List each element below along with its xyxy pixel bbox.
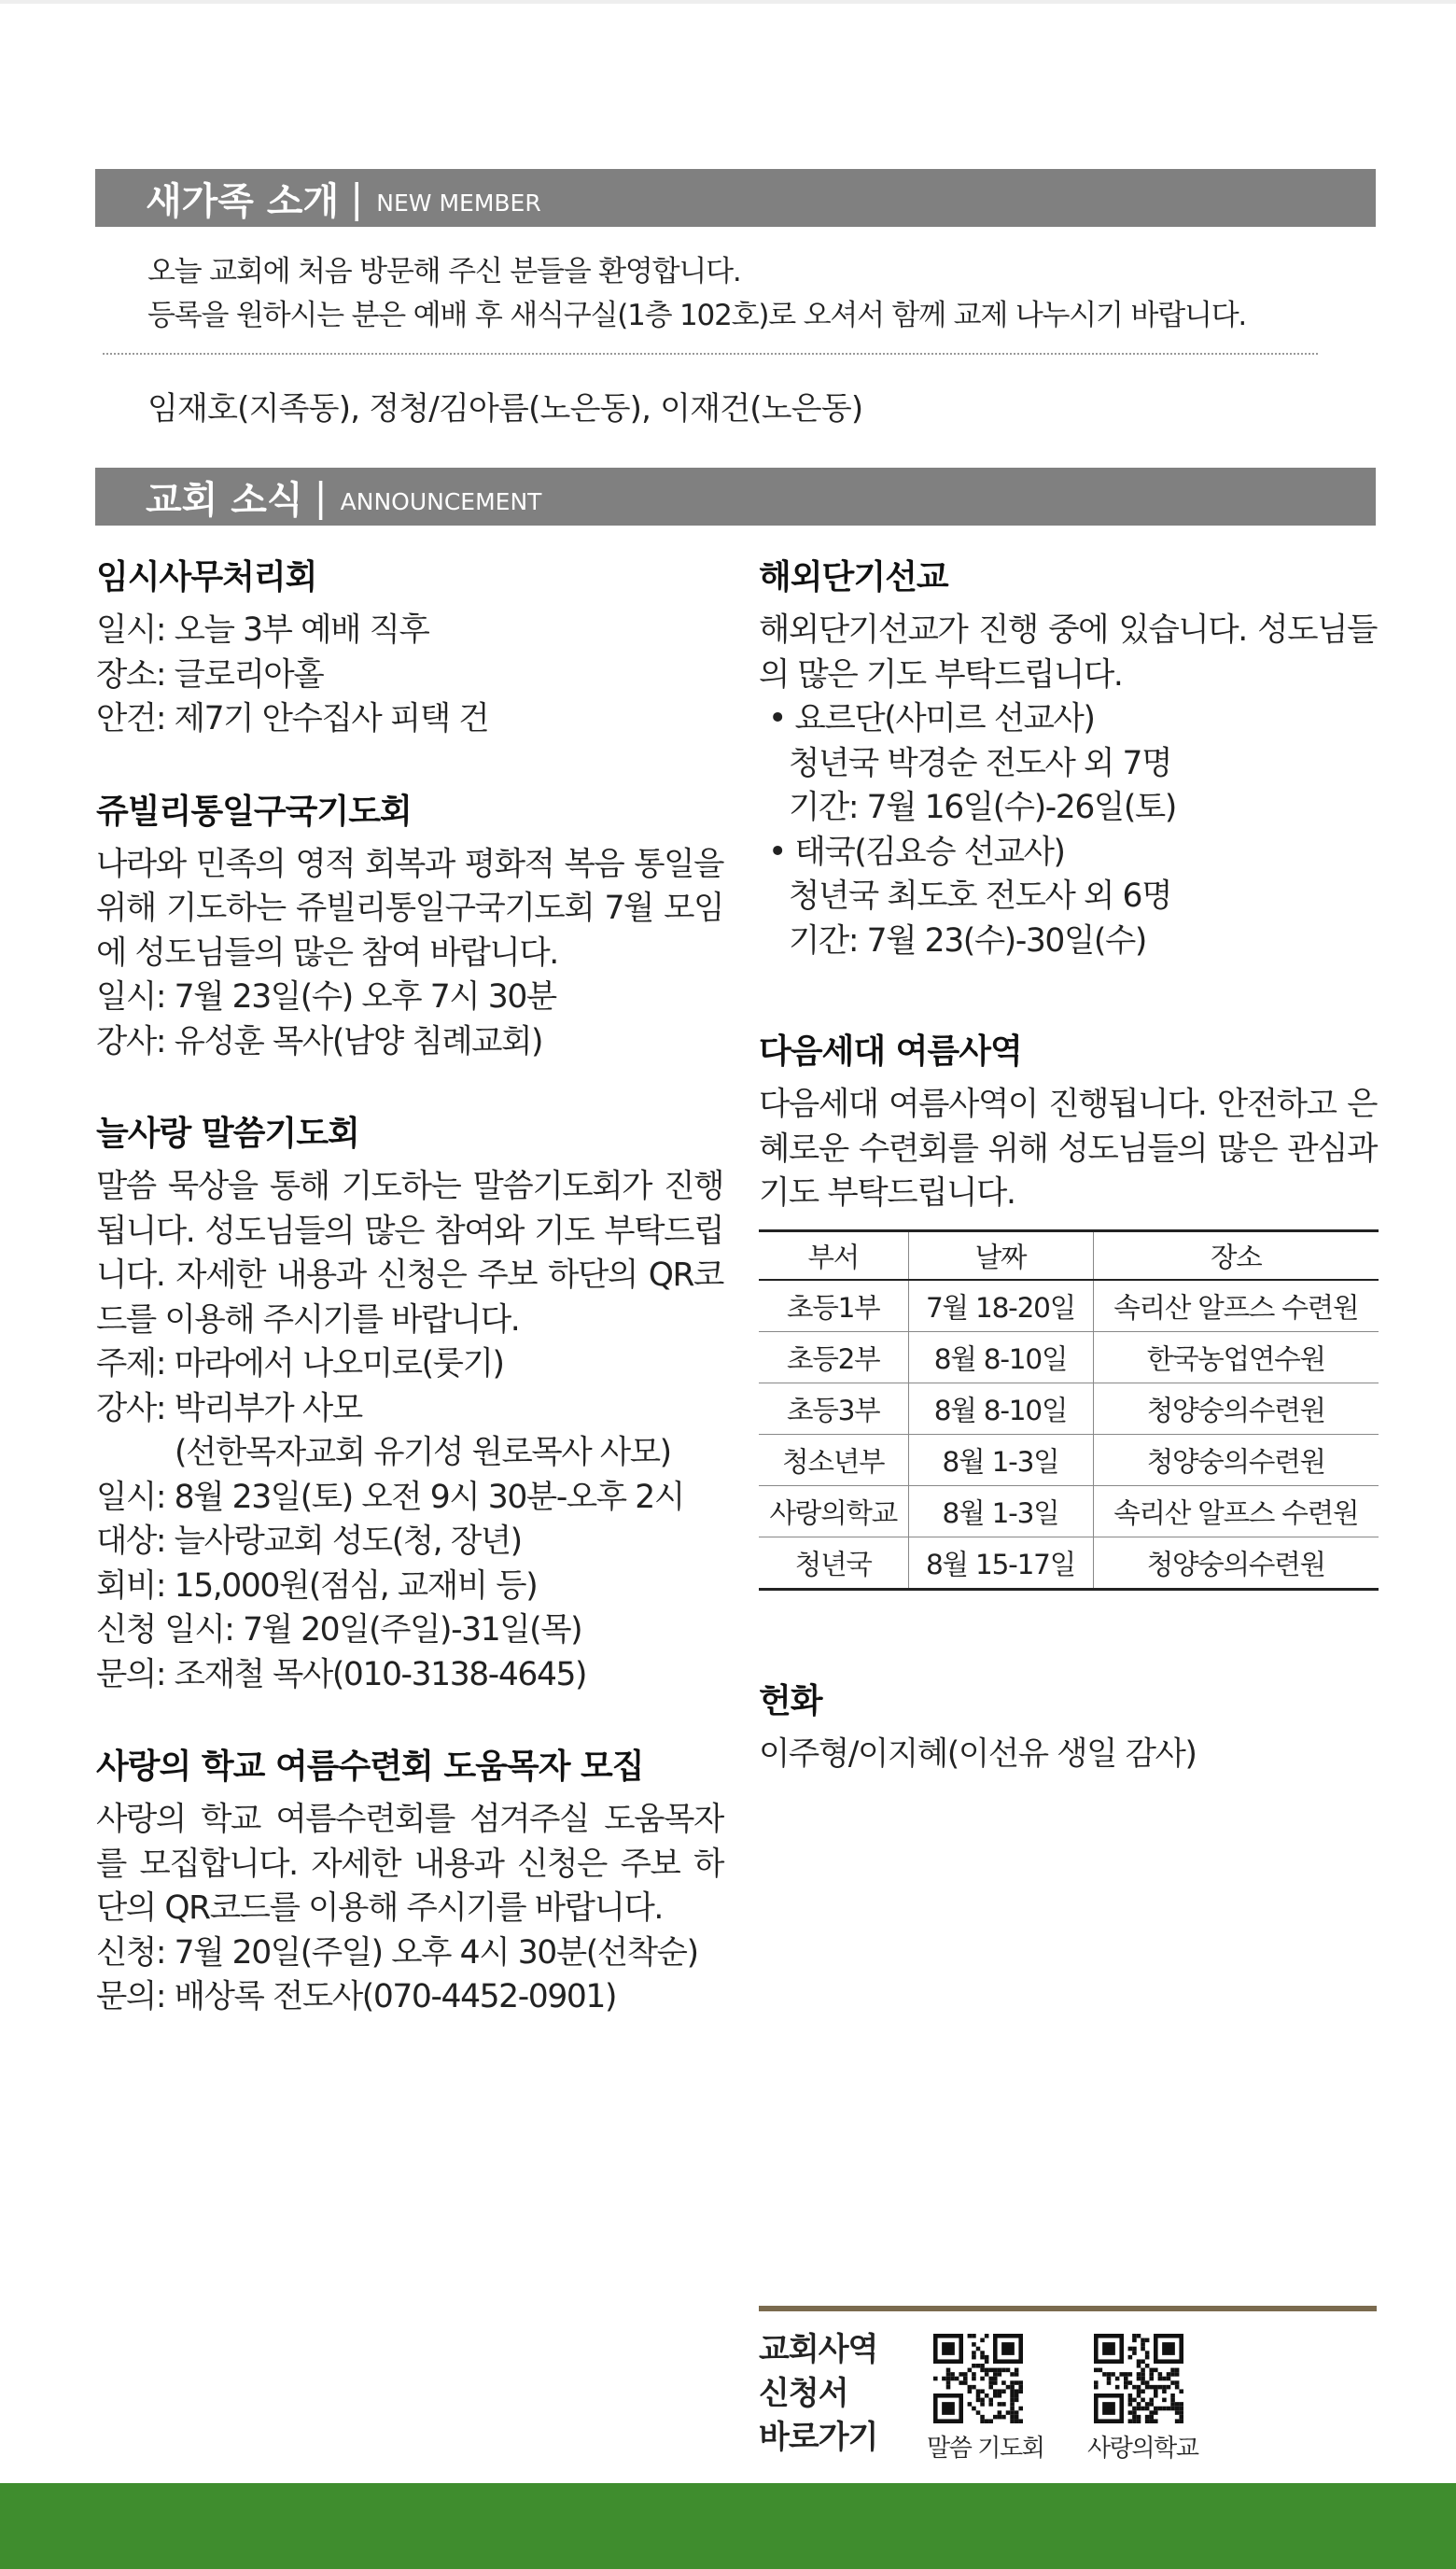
word-prayer-line: 일시: 8월 23일(토) 오전 9시 30분-오후 2시	[96, 1478, 684, 1516]
table-cell: 초등3부	[759, 1383, 908, 1434]
table-cell: 청소년부	[759, 1434, 908, 1485]
title-separator: |	[350, 175, 364, 221]
overseas-desc: 해외단기선교가 진행 중에 있습니다. 성도님들의 많은 기도 부탁드립니다.	[759, 611, 1377, 694]
jubilee-desc: 나라와 민족의 영적 회복과 평화적 복음 통일을 위해 기도하는 쥬빌리통일구국기도회 7월 모임에 성도님들의 많은 참여 바랍니다.	[96, 845, 723, 972]
word-prayer-block	[96, 1113, 723, 1697]
dotted-divider	[103, 353, 1318, 355]
new-member-names: 임재호(지족동), 정청/김아름(노은동), 이재건(노은동)	[147, 390, 863, 428]
qr-label: 사랑의학교	[1087, 2435, 1198, 2463]
jubilee-title: 쥬빌리통일구국기도회	[96, 792, 412, 831]
qr-caption-line: 신청서	[759, 2375, 848, 2412]
table-cell: 청년국	[759, 1537, 908, 1589]
overseas-title: 해외단기선교	[759, 558, 948, 597]
announcement-title-en: ANNOUNCEMENT	[340, 487, 542, 515]
offering-text: 이주형/이지혜(이선유 생일 감사)	[759, 1734, 1197, 1773]
summer-desc: 다음세대 여름사역이 진행됩니다. 안전하고 은혜로운 수련회를 위해 성도님들의 많은 관심과 기도 부탁드립니다.	[759, 1086, 1377, 1212]
word-prayer-title: 늘사랑 말씀기도회	[96, 1115, 359, 1153]
summer-block	[759, 1031, 1377, 1591]
table-cell: 7월 18-20일	[908, 1280, 1093, 1332]
new-member-header	[95, 169, 1376, 227]
table-cell: 속리산 알프스 수련원	[1093, 1280, 1379, 1332]
table-cell: 8월 15-17일	[908, 1537, 1093, 1589]
table-cell: 청양숭의수련원	[1093, 1434, 1379, 1485]
intro-line: 등록을 원하시는 분은 예배 후 새식구실(1층 102호)로 오셔서 함께 교제 나누시기 바랍니다.	[147, 299, 1247, 332]
new-member-intro	[147, 250, 1361, 338]
right-column	[759, 556, 1377, 1825]
jubilee-block	[96, 791, 723, 1065]
announcement-title: 교회 소식	[146, 478, 303, 522]
announcement-header	[95, 468, 1376, 526]
table-row	[759, 1537, 1379, 1589]
summer-title: 다음세대 여름사역	[759, 1032, 1022, 1071]
table-row	[759, 1434, 1379, 1485]
word-prayer-desc: 말씀 묵상을 통해 기도하는 말씀기도회가 진행됩니다. 성도님들의 많은 참여와 기도 부탁드립니다. 자세한 내용과 신청은 주보 하단의 QR코드를 이용해 주시기를 바랍니다.	[96, 1168, 723, 1339]
qr-caption-line: 교회사역	[759, 2331, 878, 2368]
table-cell: 사랑의학교	[759, 1485, 908, 1537]
qr-panel	[759, 2306, 1377, 2474]
word-prayer-line: 문의: 조재철 목사(010-3138-4645)	[96, 1655, 587, 1693]
love-school-block	[96, 1746, 723, 2020]
qr-caption-line: 바로가기	[759, 2419, 878, 2456]
new-member-title-en: NEW MEMBER	[376, 189, 541, 217]
love-school-title: 사랑의 학교 여름수련회 도움목자 모집	[96, 1748, 644, 1786]
footer-bar	[0, 2483, 1456, 2569]
table-cell: 8월 8-10일	[908, 1331, 1093, 1383]
mission-period: 기간: 7월 16일(수)-26일(토)	[789, 789, 1176, 826]
table-cell: 청양숭의수련원	[1093, 1537, 1379, 1589]
word-prayer-speaker-note: (선한목자교회 유기성 원로목사 사모)	[175, 1434, 671, 1471]
offering-block	[759, 1680, 1377, 1777]
jubilee-line: 일시: 7월 23일(수) 오후 7시 30분	[96, 978, 556, 1016]
word-prayer-line: 대상: 늘사랑교회 성도(청, 장년)	[96, 1523, 522, 1560]
temp-office-title: 임시사무처리회	[96, 558, 317, 597]
qr-code-icon[interactable]	[1094, 2334, 1183, 2423]
title-separator: |	[314, 473, 328, 520]
temp-office-block	[96, 556, 723, 742]
table-header-cell: 부서	[759, 1230, 908, 1280]
mission-country: • 태국(김요승 선교사)	[768, 833, 1065, 871]
temp-office-line: 일시: 오늘 3부 예배 직후	[96, 611, 429, 649]
left-column	[96, 556, 723, 2069]
word-prayer-line: 회비: 15,000원(점심, 교재비 등)	[96, 1566, 538, 1605]
table-row	[759, 1280, 1379, 1332]
summer-schedule-table	[759, 1229, 1379, 1591]
word-prayer-topic: 주제: 마라에서 나오미로(룻기)	[96, 1345, 504, 1383]
table-cell: 초등2부	[759, 1331, 908, 1383]
word-prayer-speaker: 강사: 박리부가 사모	[96, 1389, 362, 1427]
new-member-title: 새가족 소개	[146, 179, 340, 223]
table-header-row	[759, 1230, 1379, 1280]
temp-office-line: 안건: 제7기 안수집사 피택 건	[96, 700, 489, 737]
jubilee-line: 강사: 유성훈 목사(남양 침례교회)	[96, 1022, 543, 1060]
table-cell: 초등1부	[759, 1280, 908, 1332]
top-edge-line	[0, 0, 1456, 4]
qr-word-prayer[interactable]	[927, 2334, 1044, 2464]
qr-panel-rule	[759, 2306, 1377, 2311]
table-cell: 속리산 알프스 수련원	[1093, 1485, 1379, 1537]
table-cell: 8월 1-3일	[908, 1485, 1093, 1537]
overseas-block	[759, 556, 1377, 963]
qr-love-school[interactable]	[1087, 2334, 1198, 2464]
table-cell: 8월 1-3일	[908, 1434, 1093, 1485]
mission-team: 청년국 최도호 전도사 외 6명	[789, 877, 1172, 915]
table-header-cell: 날짜	[908, 1230, 1093, 1280]
love-school-line: 신청: 7월 20일(주일) 오후 4시 30분(선착순)	[96, 1933, 698, 1972]
qr-label: 말씀 기도회	[927, 2435, 1044, 2463]
table-header-cell: 장소	[1093, 1230, 1379, 1280]
table-cell: 8월 8-10일	[908, 1383, 1093, 1434]
table-row	[759, 1383, 1379, 1434]
temp-office-line: 장소: 글로리아홀	[96, 655, 324, 694]
table-cell: 청양숭의수련원	[1093, 1383, 1379, 1434]
qr-code-icon[interactable]	[933, 2334, 1023, 2423]
table-row	[759, 1485, 1379, 1537]
word-prayer-line: 신청 일시: 7월 20일(주일)-31일(목)	[96, 1611, 582, 1649]
table-row	[759, 1331, 1379, 1383]
table-cell: 한국농업연수원	[1093, 1331, 1379, 1383]
mission-team: 청년국 박경순 전도사 외 7명	[789, 744, 1172, 782]
mission-period: 기간: 7월 23(수)-30일(수)	[789, 921, 1146, 960]
qr-caption	[759, 2328, 889, 2460]
love-school-line: 문의: 배상록 전도사(070-4452-0901)	[96, 1978, 617, 2015]
intro-line: 오늘 교회에 처음 방문해 주신 분들을 환영합니다.	[147, 255, 741, 288]
love-school-desc: 사랑의 학교 여름수련회를 섬겨주실 도움목자를 모집합니다. 자세한 내용과 신청은 주보 하단의 QR코드를 이용해 주시기를 바랍니다.	[96, 1801, 723, 1927]
mission-country: • 요르단(사미르 선교사)	[768, 700, 1095, 737]
offering-title: 헌화	[759, 1681, 822, 1720]
